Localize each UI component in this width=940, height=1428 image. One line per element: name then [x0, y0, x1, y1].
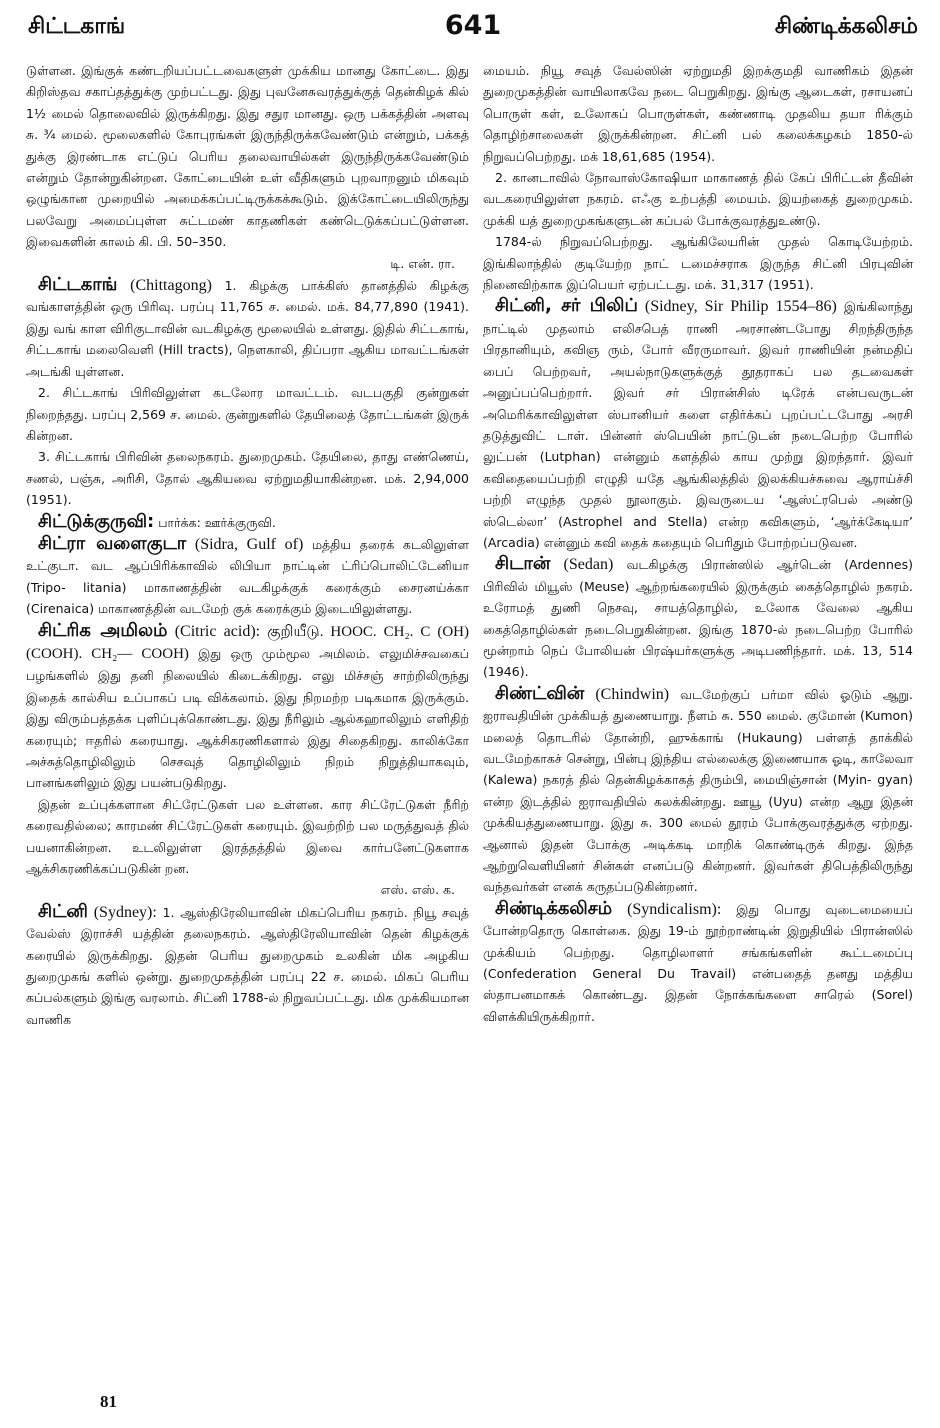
- entry-headword-english: (Chittagong): [130, 277, 212, 295]
- entry-text: மத்திய தரைக் கடலிலுள்ள உட்குடா. வட ஆப்பிரிக்காவில் லிபியா நாட்டின் ட்ரிப்பொலிட்டேனியா (Tripo- litania) மாகாணத்தின் வடகிழக்குக் கரைக்கும் சைரனய்க்கா (Cirenaica) மாகாணத்தின் வடமேற் குக் கரைக்கும் இடையிலுள்ளது.: [26, 536, 469, 617]
- entry-sydney: [26, 901, 469, 1030]
- entry-paragraph: இதன் உப்புக்களான சிட்ரேட்டுகள் பல உள்ளன. கார சிட்ரேட்டுகள் நீரிற் கரைவதில்லை; காரமண் சிட்ரேட்டுகள் கரையும். இவற்றிற் பல மருத்துவத் தில் பயனாகின்றன. உடலிலுள்ள இரத்தத்தில் இவை கார்பனேட்டுகளாக ஆக்சிகரணிக்கப்படுகின் றன.: [26, 796, 469, 877]
- entry-headword: சிட்டகாங்: [38, 274, 118, 296]
- entry-text: மையம். நியூ சவுத் வேல்ஸின் ஏற்றுமதி இறக்குமதி வாணிகம் இதன் துறைமுகத்தின் வாயிலாகவே நடை பெறுகிறது. இங்கு ஆடைகள், ரசாயனப் பொருள் கள், உலோகப் பொருள்கள், கண்ணாடி முதலிய தயா ரிக்கும் தொழிற்சாலைகள் இருக்கின்றன. சிட்னி பல் கலைக்கழகம் 1850-ல் நிறுவப்பெற்றது. மக் 18,61,685 (1954).: [483, 63, 913, 164]
- entry-sedan: [483, 553, 913, 682]
- entry-headword-english: (Sidra, Gulf of): [194, 535, 304, 553]
- entry-paragraph: 1784-ல் நிறுவப்பெற்றது. ஆங்கிலேயரின் முதல் கொடியேற்றம். இங்கிலாந்தில் குடியேற்ற நாட் டமைச்சராக இருந்த சிட்னி பிரபுவின் நினைவிற்காக இப்பெயர் ஏற்பட்டது. மக். 31,317 (1951).: [483, 234, 913, 293]
- entry-text: வடமேற்குப் பர்மா வில் ஓடும் ஆறு. ஐராவதியின் முக்கியத் துணையாறு. நீளம் சு. 550 மைல். குமோன் (Kumon) மலைத் தொடரில் தோன்றி, ஹுக்காங் (Hukaung) பள்ளத் தாக்கில் வடமேற்காகச் சென்று, பின்பு இந்திய எல்லைக்கு இணையாக ஓடி, காலேவா (Kalewa) நகரத் தில் தென்கிழக்காகத் திரும்பி, மையிஞ்சான் (Myin- gyan) என்ற இடத்தில் ஐராவதியில் கலக்கின்றது. ஊயூ (Uyu) என்ற ஆறு இதன் முக்கியத்துணையாறு. இது சு. 300 மைல் தூரம் போக்குவரத்துக்கு ஏற்றது. ஆனால் இதன் போக்கு அடிக்கடி மாறிக் கொண்டிருக் கிறது. இந்த ஆற்றுவெளியினர் சின்கள் எனப்படு கின்றனர். இவர்கள் திபெத்திலிருந்து வந்தவர்கள் எனக் கருதப்படுகின்றனர்.: [483, 686, 913, 895]
- entry-paragraph: 3. சிட்டகாங் பிரிவின் தலைநகரம். துறைமுகம். தேயிலை, தாது எண்ணெய், சணல், பஞ்சு, அரிசி, தோல் ஆகியவை ஏற்றுமதியாகின்றன. மக். 2,94,000 (1951).: [26, 449, 469, 508]
- left-column: [26, 60, 469, 1380]
- entry-text: இங்கிலாந்து நாட்டில் முதலாம் எலிசபெத் ராணி அரசாண்டபோது சிறந்திருந்த பிரதானியும், கவிஞ ரும், போர் வீரருமாவர். இவர் ராணியின் நன்மதிப் பைப் பெற்றவர், அயல்நாடுகளுக்குத் தூதராகப் பல தடவைகள் அனுப்பப்பெற்றார். இவர் சர் பிரான்சிஸ் டிரேக் என்பவருடன் அமெரிக்காவிலுள்ள ஸ்பானியர் களை எதிர்க்கப் புறப்பட்டபோது அரசி தடுத்துவிட் டாள். பின்னர் ஸ்பெயின் நாட்டுடன் நடைபெற்ற போரில் லுட்பன் (Lutphan) என்னும் களத்தில் காய முற்று இறந்தார். இவர் கவிதையைப்பற்றி எழுதி யதே ஆங்கிலத்தில் இலக்கியச்சுவை ஆராய்ச்சி பற்றி எழுந்த முதல் நூலாகும். இவருடைய ‘ஆஸ்ட்ரபெல் அண்டு ஸ்டெல்லா’ (Astrophel and Stella) என்ற கவிகளும், ‘ஆர்க்கேடியா’ (Arcadia) என்னும் கவி தைக் கதையும் பெரிதும் போற்றப்படுவன.: [483, 299, 913, 550]
- right-column: [483, 60, 913, 1380]
- entry-headword: சிண்ட்வின்: [495, 682, 585, 704]
- entry-sidney-philip: [483, 295, 913, 553]
- author-signature: டி. என். ரா.: [390, 255, 455, 271]
- entry-headword-english: (Syndicalism):: [627, 900, 722, 918]
- entry-text: 1. கிழக்கு பாக்கிஸ் தானத்தில் கிழக்கு வங்காளத்தின் ஒரு பிரிவு. பரப்பு 11,765 ச. மைல். மக். 84,77,890 (1941). இது வங் காள விரிகுடாவின் வடகிழக்கு மூலையில் உள்ளது. இதில் சிட்டகாங், சிட்டகாங் மலைவெளி (Hill tracts), நௌகாலி, திப்பரா ஆகிய மாவட்டங்கள் அடங்கி யுள்ளன.: [26, 278, 469, 379]
- running-head-left: சிட்டகாங்: [28, 14, 126, 39]
- chemical-formula: குறியீடு. HOOC. CH₂. C (OH) (COOH). CH₂— COOH): [26, 623, 469, 662]
- entry-headword-english: (Sydney):: [93, 903, 157, 921]
- entry-headword: சிட்னி, சர் பிலிப்: [495, 295, 638, 317]
- entry-headword: சிண்டிக்கலிசம்: [495, 897, 613, 919]
- entry-text: இது ஒரு மும்மூல அமிலம். எலுமிச்சவகைப் பழங்களில் இது தனி நிலையில் கிடைக்கிறது. எலு மிச்சஞ் சாற்றிலிருந்து இதைக் கால்சிய உப்பாகப் படி விக்கலாம். இது நிறமற்ற படிகமாக இருக்கும். இது விரும்பத்தக்க புளிப்புக்கொண்டது. இது நீரிலும் ஆல்கஹாலிலும் எளிதிற் கரையும்; ஈதரில் கரையாது. ஆக்சிகரணிகளால் இது சிதைகிறது. காலிக்கோ அச்சுத்தொழிலிலும் செசவுத் தொழிலிலும் நிறம் நிறுத்தியாகவும், பானங்களிலும் இது பயன்படுகிறது.: [26, 645, 469, 791]
- entry-chindwin: [483, 683, 913, 898]
- entry-syndicalism: [483, 898, 913, 1027]
- entry-citric-acid: [26, 620, 469, 901]
- page-header: [28, 8, 918, 48]
- entry-paragraph: 2. சிட்டகாங் பிரிவிலுள்ள கடலோர மாவட்டம். வடபகுதி குன்றுகள் நிறைந்தது. பரப்பு 2,569 ச. மைல். குன்றுகளில் தேயிலைத் தோட்டங்கள் இருக் கின்றன.: [26, 385, 469, 443]
- entry-headword-english: (Citric acid):: [174, 622, 261, 640]
- entry-text: இது பொது வுடைமையைப் போன்றதொரு கொள்கை. இது 19-ம் நூற்றாண்டின் இறுதியில் பிரான்ஸில் முக்கியம் பெற்றது. தொழிலாளர் சங்கங்களின் கூட்டமைப்பு (Confederation General Du Travail) என்பதைத் தனது மத்திய ஸ்தாபனமாகக் கொண்டது. இதன் நோக்கங்களை சாரெல் (Sorel) விளக்கியிருக்கிறார்.: [483, 901, 913, 1024]
- entry-headword-english: (Chindwin): [595, 685, 670, 703]
- entry-sydney-continued: [483, 60, 913, 295]
- entry-headword: சிட்ரா வளைகுடா: [38, 532, 187, 554]
- signature-mark: 81: [100, 1392, 117, 1411]
- page-number: 641: [444, 10, 502, 41]
- entry-sidra: [26, 533, 469, 620]
- author-signature: எஸ். எஸ். க.: [380, 882, 455, 898]
- entry-headword-english: (Sedan): [563, 556, 614, 574]
- entry-headword: சிடான்: [495, 553, 551, 575]
- entry-sittukkuruvi: [26, 511, 469, 533]
- running-head-right: சிண்டிக்கலிசம்: [774, 14, 918, 39]
- entry-headword: சிட்டுக்குருவி:: [38, 510, 155, 532]
- entry-paragraph: 2. கானடாவில் நோவாஸ்கோஷியா மாகாணத் தில் கேப் பிரிட்டன் தீவின் வடகரையிலுள்ள நகரம். எஃகு உற்பத்தி மையம். இயற்கைத் துறைமுகம். முக்கி யத் துறைமுகங்களுடன் கப்பல் போக்குவரத்துஉண்டு.: [483, 170, 913, 228]
- entry-chittagong: [26, 274, 469, 510]
- entry-continuation: [26, 60, 469, 274]
- entry-headword: சிட்னி: [38, 900, 88, 922]
- entry-text: பார்க்க: ஊர்க்குருவி.: [158, 514, 276, 530]
- entry-headword-english: (Sidney, Sir Philip 1554–86): [644, 298, 837, 316]
- entry-headword: சிட்ரிக அமிலம்: [38, 619, 168, 641]
- entry-text: 1. ஆஸ்திரேலியாவின் மிகப்பெரிய நகரம். நியூ சவுத் வேல்ஸ் இராச்சி யத்தின் தலைநகரம். ஆஸ்திரேலியாவின் தென் கிழக்குக் கரையில் இருக்கிறது. இதன் பெரிய துறைமுகம் உலகின் மிக அழகிய துறைமுகங் களில் ஒன்று. துறைமுகத்தின் பரப்பு 22 ச. மைல். மிகப் பெரிய கப்பல்களும் இங்கு வரலாம். சிட்னி 1788-ல் நிறுவப்பட்டது. மிக முக்கியமான வாணிக: [26, 904, 469, 1027]
- entry-text: வடகிழக்கு பிரான்ஸில் ஆர்டென் (Ardennes) பிரிவில் மியூஸ் (Meuse) ஆற்றங்கரையில் இருக்கும் கைத்தொழில் நகரம். உரோமத் துணி நெசவு, சாயத்தொழில், உலோக வேலை ஆகிய கைத்தொழில்கள் நடைபெறுகின்றன. இங்கு 1870-ல் நடைபெற்ற போரில் மூன்றாம் நெப் போலியன் பிரஷ்யர்களுக்கு அடிபணிந்தார். மக். 13, 514 (1946).: [483, 557, 913, 680]
- entry-text: டுள்ளன. இங்குக் கண்டறியப்பட்டவைகளுள் முக்கிய மானது கோட்டை. இது கிறிஸ்தவ சகாப்தத்துக்கு முற்பட்டது. இது புவனேசுவரத்துக்குத் தென்கிழக் கில் 1½ மைல் தொலைவில் இருக்கிறது. இது சதுர மானது. ஒரு பக்கத்தின் அளவு சு. ¾ மைல். மூலைகளில் கோபுரங்கள் இருந்திருக்கவேண்டும் என்றும், பக்கத் துக்கு இரண்டாக எட்டுப் பெரிய தலைவாயில்கள் இருந்திருக்கவேண்டும் என்றும் தோன்றுகின்றன. கோட்டையின் உள் வீதிகளும் புறவாறனும் மிகவும் ஒழுங்கான முறையில் அமைக்கப்பட்டிருக்கக்கூடும். இக்கோட்டையிலிருந்து பலவேறு அமைப்புள்ள சுட்டமண் காதணிகள் கண்டெடுக்கப்பட்டுள்ளன. இவைகளின் காலம் கி. பி. 50–350.: [26, 63, 469, 250]
